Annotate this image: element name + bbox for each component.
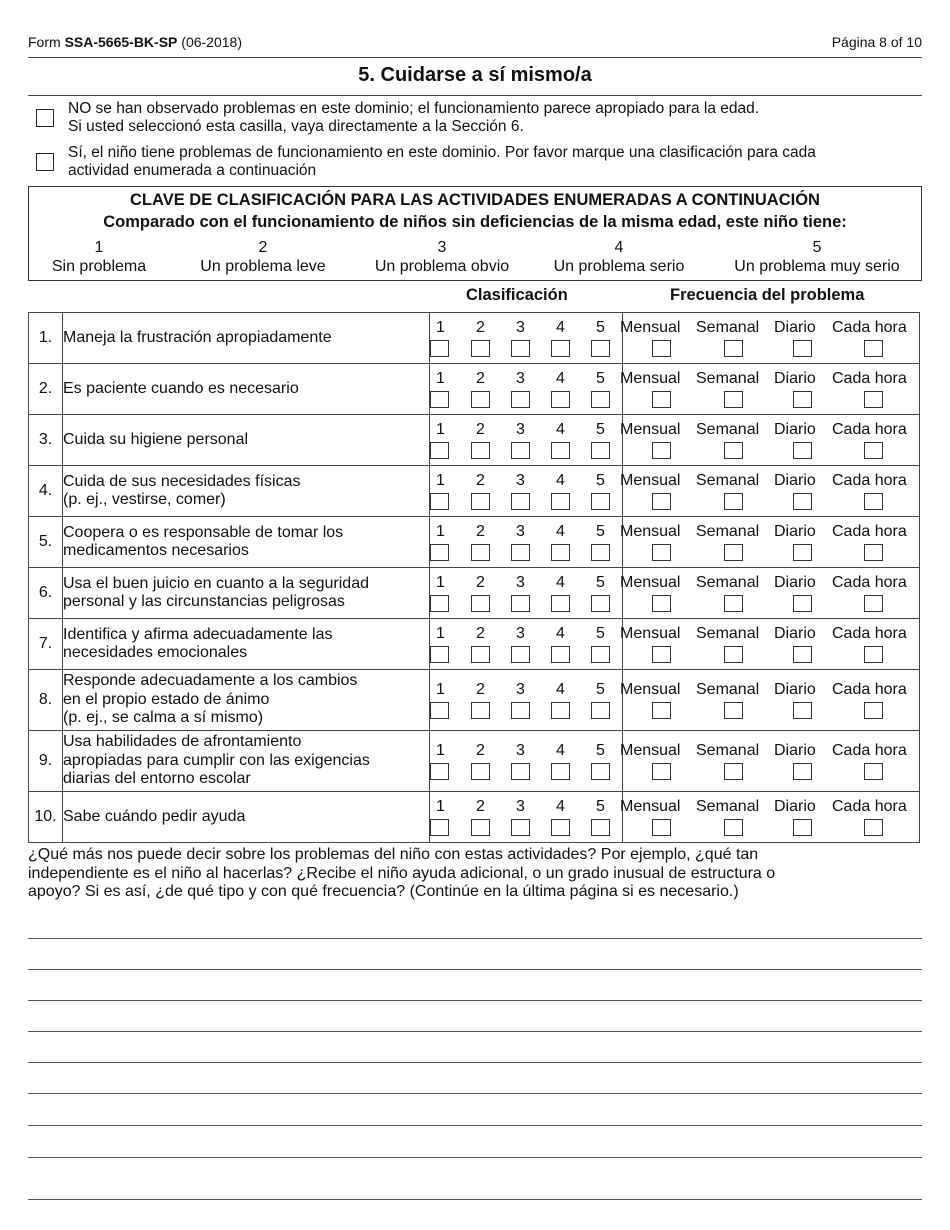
- frequency-cada-hora-checkbox[interactable]: [864, 763, 883, 780]
- frequency-label: Semanal: [696, 523, 760, 540]
- frequency-column-header: Frecuencia del problema: [670, 286, 865, 304]
- comments-line-3: apoyo? Si es así, ¿de qué tipo y con qué frecuencia? (Continúe en la última página si es necesario.): [28, 883, 739, 900]
- rating-label: 4: [556, 370, 565, 387]
- row-number: 1.: [29, 313, 63, 364]
- rating-label: 3: [516, 523, 525, 540]
- key-item-5: [717, 238, 917, 276]
- activity-description: [63, 792, 430, 843]
- rating-2-checkbox[interactable]: [471, 595, 490, 612]
- rating-2-checkbox[interactable]: [471, 493, 490, 510]
- rating-3-checkbox[interactable]: [511, 763, 530, 780]
- frequency-label: Semanal: [696, 472, 760, 489]
- rating-label: 5: [596, 574, 605, 591]
- rating-label: 4: [556, 798, 565, 815]
- frequency-mensual-checkbox[interactable]: [652, 544, 671, 561]
- rating-label: 4: [556, 523, 565, 540]
- rating-label: 3: [516, 681, 525, 698]
- rating-label: 4: [556, 574, 565, 591]
- table-row: [29, 466, 920, 517]
- table-row: [29, 517, 920, 568]
- frequency-cada-hora-checkbox[interactable]: [864, 391, 883, 408]
- frequency-label: Mensual: [620, 319, 681, 336]
- frequency-label: Semanal: [696, 742, 760, 759]
- comment-write-line[interactable]: [28, 1000, 922, 1001]
- table-row: [29, 670, 920, 731]
- rating-label: 5: [596, 472, 605, 489]
- frequency-semanal-checkbox[interactable]: [724, 340, 743, 357]
- rating-3-checkbox[interactable]: [511, 493, 530, 510]
- rating-label: 3: [516, 742, 525, 759]
- activity-description: [63, 415, 430, 466]
- activity-line: Es paciente cuando es necesario: [63, 379, 299, 397]
- rating-label: 4: [556, 319, 565, 336]
- frequency-diario-checkbox[interactable]: [793, 391, 812, 408]
- rating-label: 5: [596, 625, 605, 642]
- frequency-label: Semanal: [696, 370, 760, 387]
- table-row: [29, 792, 920, 843]
- comments-prompt: [28, 846, 908, 902]
- activity-line: Responde adecuadamente a los cambios: [63, 672, 358, 690]
- rating-cell: [430, 792, 623, 843]
- comment-write-line[interactable]: [28, 1125, 922, 1126]
- activity-line: Usa el buen juicio en cuanto a la seguridad: [63, 574, 369, 592]
- rating-4-checkbox[interactable]: [551, 702, 570, 719]
- frequency-semanal-checkbox[interactable]: [724, 493, 743, 510]
- table-row: [29, 619, 920, 670]
- frequency-semanal-checkbox[interactable]: [724, 391, 743, 408]
- frequency-label: Mensual: [620, 523, 681, 540]
- form-id: SSA-5665-BK-SP: [64, 34, 178, 50]
- no-problems-checkbox[interactable]: [36, 109, 54, 127]
- table-row: [29, 313, 920, 364]
- activity-line: apropiadas para cumplir con las exigencias: [63, 751, 370, 769]
- row-number: 10.: [29, 792, 63, 843]
- rating-2-checkbox[interactable]: [471, 763, 490, 780]
- rating-cell: [430, 466, 623, 517]
- activity-table: [28, 312, 920, 843]
- rating-cell: [430, 415, 623, 466]
- rating-label: 2: [476, 319, 485, 336]
- rating-label: 5: [596, 421, 605, 438]
- rating-key-subtitle: Comparado con el funcionamiento de niños sin deficiencias de la misma edad, este niño tiene:: [103, 213, 847, 231]
- rating-4-checkbox[interactable]: [551, 340, 570, 357]
- frequency-label: Cada hora: [832, 472, 907, 489]
- frequency-cell: [620, 792, 920, 843]
- key-item-number: 1: [94, 239, 104, 256]
- activity-description: [63, 517, 430, 568]
- frequency-diario-checkbox[interactable]: [793, 702, 812, 719]
- rating-4-checkbox[interactable]: [551, 391, 570, 408]
- rating-label: 2: [476, 798, 485, 815]
- rating-cell: [430, 619, 623, 670]
- rating-3-checkbox[interactable]: [511, 442, 530, 459]
- frequency-diario-checkbox[interactable]: [793, 819, 812, 836]
- form-prefix: Form: [28, 34, 61, 50]
- activity-line: personal y las circunstancias peligrosas: [63, 593, 345, 610]
- form-identifier: [28, 34, 242, 50]
- rating-label: 1: [436, 625, 445, 642]
- frequency-semanal-checkbox[interactable]: [724, 646, 743, 663]
- frequency-cell: [620, 670, 920, 731]
- key-item-label: Un problema serio: [553, 258, 685, 275]
- rating-3-checkbox[interactable]: [511, 544, 530, 561]
- activity-description: [63, 313, 430, 364]
- comment-write-line[interactable]: [28, 938, 922, 939]
- key-item-number: 2: [258, 239, 268, 256]
- rating-label: 2: [476, 625, 485, 642]
- rating-label: 3: [516, 421, 525, 438]
- frequency-cell: [620, 731, 920, 792]
- rating-label: 1: [436, 370, 445, 387]
- rating-label: 1: [436, 523, 445, 540]
- rating-1-checkbox[interactable]: [430, 763, 449, 780]
- frequency-label: Diario: [774, 472, 816, 489]
- rating-5-checkbox[interactable]: [591, 391, 610, 408]
- comments-line-1: ¿Qué más nos puede decir sobre los problemas del niño con estas actividades? Por ejemplo, ¿qué tan: [28, 846, 759, 863]
- rating-4-checkbox[interactable]: [551, 763, 570, 780]
- frequency-cell: [620, 364, 920, 415]
- frequency-mensual-checkbox[interactable]: [652, 702, 671, 719]
- frequency-diario-checkbox[interactable]: [793, 493, 812, 510]
- frequency-label: Mensual: [620, 472, 681, 489]
- has-problems-checkbox[interactable]: [36, 153, 54, 171]
- rating-label: 3: [516, 625, 525, 642]
- key-item-1: [39, 238, 159, 276]
- frequency-label: Cada hora: [832, 681, 907, 698]
- activity-line: Cuida su higiene personal: [63, 430, 249, 448]
- rating-4-checkbox[interactable]: [551, 595, 570, 612]
- activity-description: [63, 619, 430, 670]
- activity-line: en el propio estado de ánimo: [63, 690, 270, 708]
- frequency-label: Diario: [774, 319, 816, 336]
- frequency-label: Mensual: [620, 742, 681, 759]
- rating-1-checkbox[interactable]: [430, 702, 449, 719]
- frequency-label: Semanal: [696, 625, 760, 642]
- rating-3-checkbox[interactable]: [511, 702, 530, 719]
- rating-label: 1: [436, 421, 445, 438]
- frequency-cell: [620, 568, 920, 619]
- rating-label: 1: [436, 742, 445, 759]
- row-number: 9.: [29, 731, 63, 792]
- frequency-label: Mensual: [620, 681, 681, 698]
- activity-description: [63, 568, 430, 619]
- has-problems-line-2: actividad enumerada a continuación: [68, 162, 317, 179]
- rating-cell: [430, 670, 623, 731]
- rating-label: 1: [436, 472, 445, 489]
- frequency-label: Mensual: [620, 421, 681, 438]
- form-date: (06-2018): [181, 34, 242, 50]
- frequency-label: Semanal: [696, 681, 760, 698]
- frequency-mensual-checkbox[interactable]: [652, 340, 671, 357]
- rating-3-checkbox[interactable]: [511, 340, 530, 357]
- frequency-label: Semanal: [696, 421, 760, 438]
- rating-1-checkbox[interactable]: [430, 391, 449, 408]
- row-number: 3.: [29, 415, 63, 466]
- has-problems-line-1: Sí, el niño tiene problemas de funcionamiento en este dominio. Por favor marque una clasificación para cada: [68, 144, 816, 161]
- table-row: [29, 364, 920, 415]
- rating-5-checkbox[interactable]: [591, 646, 610, 663]
- frequency-label: Diario: [774, 798, 816, 815]
- frequency-cada-hora-checkbox[interactable]: [864, 442, 883, 459]
- frequency-semanal-checkbox[interactable]: [724, 819, 743, 836]
- rating-label: 5: [596, 742, 605, 759]
- rating-5-checkbox[interactable]: [591, 493, 610, 510]
- rating-label: 2: [476, 523, 485, 540]
- rating-label: 3: [516, 472, 525, 489]
- rating-cell: [430, 568, 623, 619]
- activity-description: [63, 364, 430, 415]
- rating-label: 5: [596, 681, 605, 698]
- rating-cell: [430, 517, 623, 568]
- key-item-4: [537, 238, 701, 276]
- table-row: [29, 731, 920, 792]
- frequency-label: Cada hora: [832, 625, 907, 642]
- frequency-mensual-checkbox[interactable]: [652, 646, 671, 663]
- rating-label: 4: [556, 472, 565, 489]
- rating-3-checkbox[interactable]: [511, 595, 530, 612]
- header-divider: [28, 57, 922, 58]
- activity-line: diarias del entorno escolar: [63, 770, 251, 788]
- rating-label: 5: [596, 370, 605, 387]
- activity-line: Coopera o es responsable de tomar los: [63, 523, 344, 541]
- frequency-diario-checkbox[interactable]: [793, 544, 812, 561]
- frequency-label: Cada hora: [832, 370, 907, 387]
- frequency-label: Diario: [774, 370, 816, 387]
- frequency-cell: [620, 619, 920, 670]
- activity-line: (p. ej., se calma a sí mismo): [63, 709, 264, 727]
- activity-line: Identifica y afirma adecuadamente las: [63, 625, 333, 643]
- rating-2-checkbox[interactable]: [471, 391, 490, 408]
- rating-cell: [430, 731, 623, 792]
- frequency-cada-hora-checkbox[interactable]: [864, 340, 883, 357]
- frequency-label: Mensual: [620, 798, 681, 815]
- frequency-label: Diario: [774, 742, 816, 759]
- frequency-cada-hora-checkbox[interactable]: [864, 646, 883, 663]
- table-row: [29, 568, 920, 619]
- frequency-cada-hora-checkbox[interactable]: [864, 595, 883, 612]
- frequency-mensual-checkbox[interactable]: [652, 493, 671, 510]
- key-item-label: Un problema muy serio: [734, 258, 900, 275]
- frequency-label: Cada hora: [832, 798, 907, 815]
- rating-label: 5: [596, 523, 605, 540]
- rating-label: 4: [556, 421, 565, 438]
- no-problems-line-1: NO se han observado problemas en este dominio; el funcionamiento parece apropiado para la edad.: [68, 100, 760, 117]
- frequency-mensual-checkbox[interactable]: [652, 391, 671, 408]
- rating-cell: [430, 313, 623, 364]
- frequency-cell: [620, 517, 920, 568]
- rating-3-checkbox[interactable]: [511, 391, 530, 408]
- frequency-cell: [620, 313, 920, 364]
- activity-line: Maneja la frustración apropiadamente: [63, 328, 332, 346]
- rating-label: 3: [516, 798, 525, 815]
- comment-write-line[interactable]: [28, 969, 922, 970]
- frequency-label: Cada hora: [832, 574, 907, 591]
- no-problems-line-2: Si usted seleccionó esta casilla, vaya directamente a la Sección 6.: [68, 118, 524, 135]
- frequency-label: Semanal: [696, 798, 760, 815]
- page-number: Página 8 of 10: [831, 34, 922, 50]
- activity-description: [63, 466, 430, 517]
- key-item-3: [357, 238, 527, 276]
- frequency-label: Semanal: [696, 319, 760, 336]
- title-divider: [28, 95, 922, 96]
- rating-key-title: CLAVE DE CLASIFICACIÓN PARA LAS ACTIVIDADES ENUMERADAS A CONTINUACIÓN: [130, 191, 820, 209]
- rating-5-checkbox[interactable]: [591, 544, 610, 561]
- comment-write-line[interactable]: [28, 1031, 922, 1032]
- frequency-mensual-checkbox[interactable]: [652, 763, 671, 780]
- rating-2-checkbox[interactable]: [471, 819, 490, 836]
- key-item-2: [183, 238, 343, 276]
- rating-label: 5: [596, 798, 605, 815]
- rating-1-checkbox[interactable]: [430, 819, 449, 836]
- frequency-cell: [620, 466, 920, 517]
- rating-label: 2: [476, 742, 485, 759]
- no-problems-text: [68, 100, 928, 136]
- frequency-label: Semanal: [696, 574, 760, 591]
- rating-label: 2: [476, 472, 485, 489]
- frequency-label: Cada hora: [832, 742, 907, 759]
- frequency-diario-checkbox[interactable]: [793, 595, 812, 612]
- key-item-number: 3: [437, 239, 447, 256]
- rating-label: 5: [596, 319, 605, 336]
- rating-label: 4: [556, 625, 565, 642]
- rating-key-box: [28, 186, 922, 281]
- frequency-label: Mensual: [620, 370, 681, 387]
- rating-label: 4: [556, 742, 565, 759]
- rating-label: 2: [476, 370, 485, 387]
- section-title: 5. Cuidarse a sí mismo/a: [358, 64, 592, 86]
- rating-label: 2: [476, 421, 485, 438]
- activity-line: Cuida de sus necesidades físicas: [63, 472, 301, 490]
- key-item-label: Un problema obvio: [374, 258, 510, 275]
- frequency-semanal-checkbox[interactable]: [724, 442, 743, 459]
- rating-2-checkbox[interactable]: [471, 340, 490, 357]
- rating-1-checkbox[interactable]: [430, 493, 449, 510]
- rating-label: 3: [516, 370, 525, 387]
- comment-write-line[interactable]: [28, 1199, 922, 1200]
- rating-3-checkbox[interactable]: [511, 646, 530, 663]
- frequency-label: Diario: [774, 523, 816, 540]
- key-item-number: 5: [812, 239, 822, 256]
- frequency-label: Diario: [774, 574, 816, 591]
- comment-write-line[interactable]: [28, 1093, 922, 1094]
- rating-2-checkbox[interactable]: [471, 646, 490, 663]
- frequency-label: Mensual: [620, 574, 681, 591]
- row-number: 4.: [29, 466, 63, 517]
- frequency-cada-hora-checkbox[interactable]: [864, 702, 883, 719]
- rating-1-checkbox[interactable]: [430, 544, 449, 561]
- rating-1-checkbox[interactable]: [430, 646, 449, 663]
- frequency-diario-checkbox[interactable]: [793, 340, 812, 357]
- rating-1-checkbox[interactable]: [430, 340, 449, 357]
- comment-write-line[interactable]: [28, 1157, 922, 1158]
- activity-line: (p. ej., vestirse, comer): [63, 491, 226, 508]
- frequency-label: Cada hora: [832, 421, 907, 438]
- row-number: 5.: [29, 517, 63, 568]
- rating-4-checkbox[interactable]: [551, 493, 570, 510]
- row-number: 8.: [29, 670, 63, 731]
- rating-4-checkbox[interactable]: [551, 646, 570, 663]
- rating-2-checkbox[interactable]: [471, 544, 490, 561]
- rating-4-checkbox[interactable]: [551, 442, 570, 459]
- rating-1-checkbox[interactable]: [430, 595, 449, 612]
- frequency-label: Cada hora: [832, 523, 907, 540]
- comments-line-2: independiente es el niño al hacerlas? ¿Recibe el niño ayuda adicional, o un grado inusual de estructura o: [28, 864, 776, 882]
- table-row: [29, 415, 920, 466]
- row-number: 6.: [29, 568, 63, 619]
- rating-5-checkbox[interactable]: [591, 442, 610, 459]
- activity-description: [63, 731, 430, 792]
- frequency-label: Mensual: [620, 625, 681, 642]
- rating-2-checkbox[interactable]: [471, 442, 490, 459]
- frequency-cada-hora-checkbox[interactable]: [864, 493, 883, 510]
- rating-5-checkbox[interactable]: [591, 702, 610, 719]
- rating-label: 1: [436, 574, 445, 591]
- rating-label: 2: [476, 681, 485, 698]
- rating-1-checkbox[interactable]: [430, 442, 449, 459]
- rating-2-checkbox[interactable]: [471, 702, 490, 719]
- frequency-cada-hora-checkbox[interactable]: [864, 819, 883, 836]
- rating-cell: [430, 364, 623, 415]
- rating-label: 2: [476, 574, 485, 591]
- frequency-cell: [620, 415, 920, 466]
- row-number: 7.: [29, 619, 63, 670]
- frequency-diario-checkbox[interactable]: [793, 763, 812, 780]
- frequency-mensual-checkbox[interactable]: [652, 595, 671, 612]
- frequency-diario-checkbox[interactable]: [793, 442, 812, 459]
- frequency-label: Cada hora: [832, 319, 907, 336]
- rating-4-checkbox[interactable]: [551, 819, 570, 836]
- comment-write-line[interactable]: [28, 1062, 922, 1063]
- activity-line: Sabe cuándo pedir ayuda: [63, 807, 246, 825]
- key-item-label: Un problema leve: [200, 258, 326, 275]
- rating-5-checkbox[interactable]: [591, 340, 610, 357]
- rating-label: 3: [516, 574, 525, 591]
- frequency-semanal-checkbox[interactable]: [724, 544, 743, 561]
- activity-description: [63, 670, 430, 731]
- frequency-mensual-checkbox[interactable]: [652, 442, 671, 459]
- frequency-mensual-checkbox[interactable]: [652, 819, 671, 836]
- rating-5-checkbox[interactable]: [591, 763, 610, 780]
- frequency-semanal-checkbox[interactable]: [724, 595, 743, 612]
- key-item-label: Sin problema: [51, 258, 147, 275]
- has-problems-text: [68, 144, 928, 180]
- rating-label: 3: [516, 319, 525, 336]
- frequency-cada-hora-checkbox[interactable]: [864, 544, 883, 561]
- frequency-semanal-checkbox[interactable]: [724, 702, 743, 719]
- row-number: 2.: [29, 364, 63, 415]
- rating-4-checkbox[interactable]: [551, 544, 570, 561]
- rating-5-checkbox[interactable]: [591, 819, 610, 836]
- key-item-number: 4: [614, 239, 624, 256]
- frequency-label: Diario: [774, 421, 816, 438]
- activity-line: medicamentos necesarios: [63, 542, 249, 559]
- rating-label: 1: [436, 681, 445, 698]
- activity-line: necesidades emocionales: [63, 644, 248, 661]
- activity-line: Usa habilidades de afrontamiento: [63, 733, 302, 751]
- rating-3-checkbox[interactable]: [511, 819, 530, 836]
- rating-label: 1: [436, 319, 445, 336]
- rating-label: 4: [556, 681, 565, 698]
- rating-label: 1: [436, 798, 445, 815]
- frequency-diario-checkbox[interactable]: [793, 646, 812, 663]
- frequency-label: Diario: [774, 681, 816, 698]
- frequency-label: Diario: [774, 625, 816, 642]
- frequency-semanal-checkbox[interactable]: [724, 763, 743, 780]
- rating-column-header: Clasificación: [466, 286, 568, 304]
- rating-5-checkbox[interactable]: [591, 595, 610, 612]
